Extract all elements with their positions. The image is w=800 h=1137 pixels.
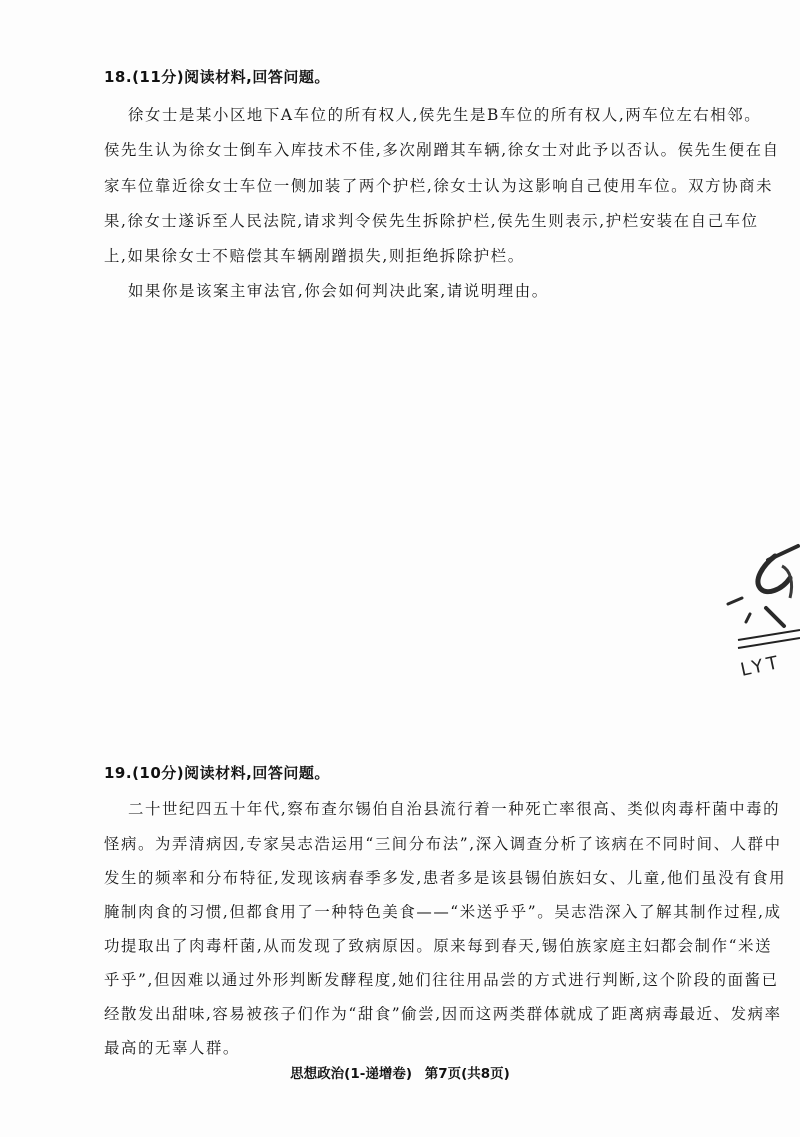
stamp-mark-icon [720, 538, 800, 698]
q19-paragraph-line: 二十世纪四五十年代,察布查尔锡伯自治县流行着一种死亡率很高、类似肉毒杆菌中毒的 [128, 800, 781, 818]
q19-paragraph-line: 发生的频率和分布特征,发现该病春季多发,患者多是该县锡伯族妇女、儿童,他们虽没有食用 [104, 869, 787, 887]
q19-paragraph-line: 怪病。为弄清病因,专家吴志浩运用“三间分布法”,深入调查分析了该病在不同时间、人群中 [104, 835, 782, 853]
q19-paragraph-line: 乎乎”,但因难以通过外形判断发酵程度,她们往往用品尝的方式进行判断,这个阶段的面酱已 [104, 971, 779, 989]
question-18-title: 18.(11分)阅读材料,回答问题。 [104, 68, 330, 86]
q19-paragraph-line: 功提取出了肉毒杆菌,从而发现了致病原因。原来每到春天,锡伯族家庭主妇都会制作“米送 [104, 937, 773, 955]
q19-paragraph-line: 腌制肉食的习惯,但都食用了一种特色美食——“米送乎乎”。吴志浩深入了解其制作过程,成 [104, 903, 782, 921]
q18-paragraph-line: 果,徐女士遂诉至人民法院,请求判令侯先生拆除护栏,侯先生则表示,护栏安装在自己车位 [104, 212, 759, 230]
q18-paragraph-line: 侯先生认为徐女士倒车入库技术不佳,多次剐蹭其车辆,徐女士对此予以否认。侯先生便在自 [104, 141, 780, 159]
footer-page-number: 第7页(共8页) [424, 1066, 510, 1082]
q19-paragraph-line: 经散发出甜味,容易被孩子们作为“甜食”偷尝,因而这两类群体就成了距离病毒最近、发病率 [104, 1005, 782, 1023]
page-footer [0, 1062, 800, 1082]
q18-question-line: 如果你是该案主审法官,你会如何判决此案,请说明理由。 [128, 282, 549, 300]
q18-paragraph-line: 上,如果徐女士不赔偿其车辆剐蹭损失,则拒绝拆除护栏。 [104, 247, 525, 265]
q18-paragraph-line: 家车位靠近徐女士车位一侧加装了两个护栏,徐女士认为这影响自己使用车位。双方协商未 [104, 177, 774, 195]
q18-paragraph-line: 徐女士是某小区地下A车位的所有权人,侯先生是B车位的所有权人,两车位左右相邻。 [128, 106, 762, 124]
stamp-text: LYT [738, 651, 784, 681]
footer-subject: 思想政治(1-递增卷) [290, 1066, 412, 1082]
q19-paragraph-line: 最高的无辜人群。 [104, 1039, 240, 1057]
question-19-title: 19.(10分)阅读材料,回答问题。 [104, 764, 330, 782]
